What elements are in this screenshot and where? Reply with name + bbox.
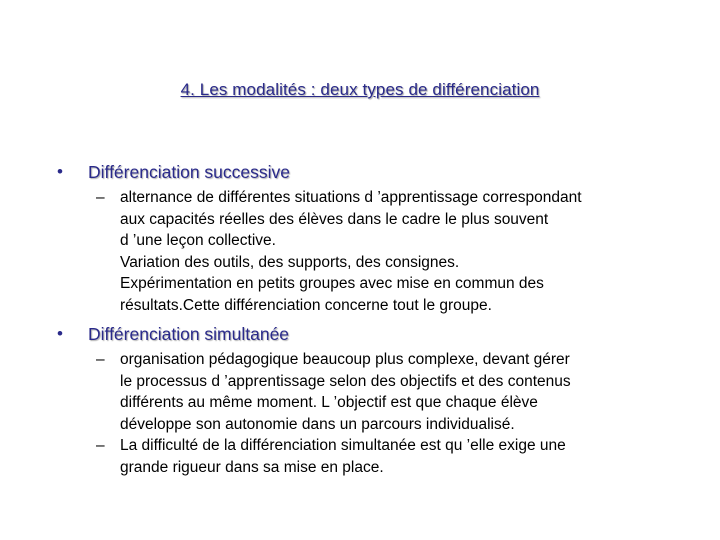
dash-icon: – — [96, 351, 105, 368]
sub-list — [55, 187, 695, 316]
text-line: résultats.Cette différenciation concerne tout le groupe. — [120, 296, 492, 314]
text-line: organisation pédagogique beaucoup plus complexe, devant gérer — [120, 351, 570, 368]
sub-list — [55, 349, 695, 478]
bullet-item — [55, 322, 695, 346]
text-line: Variation des outils, des supports, des consignes. — [120, 253, 460, 271]
section-heading: Différenciation successive — [88, 162, 290, 182]
text-line: alternance de différentes situations d ’apprentissage correspondant — [120, 189, 582, 206]
sub-item — [55, 187, 695, 316]
text-line: grande rigueur dans sa mise en place. — [120, 458, 384, 476]
section-heading: Différenciation simultanée — [88, 324, 290, 344]
text-line: le processus d ’apprentissage selon des objectifs et des contenus — [120, 372, 571, 390]
text-line: d ’une leçon collective. — [120, 232, 276, 249]
dash-icon: – — [96, 189, 105, 206]
dash-icon: – — [96, 437, 105, 454]
sub-item — [55, 349, 695, 435]
text-line: développe son autonomie dans un parcours individualisé. — [120, 415, 515, 433]
slide-title: 4. Les modalités : deux types de différenciation — [180, 80, 540, 99]
text-line: Expérimentation en petits groupes avec mise en commun des — [120, 275, 544, 292]
bullet-icon: • — [57, 324, 63, 343]
sub-item — [55, 435, 695, 478]
text-line: différents au même moment. L ’objectif est que chaque élève — [120, 394, 538, 411]
section-simultanee — [55, 322, 695, 478]
bullet-icon: • — [57, 162, 63, 181]
bullet-list — [55, 160, 695, 484]
text-line: aux capacités réelles des élèves dans le cadre le plus souvent — [120, 210, 549, 228]
text-line: La difficulté de la différenciation simultanée est qu ’elle exige une — [120, 437, 566, 454]
bullet-item — [55, 160, 695, 184]
section-successive — [55, 160, 695, 316]
